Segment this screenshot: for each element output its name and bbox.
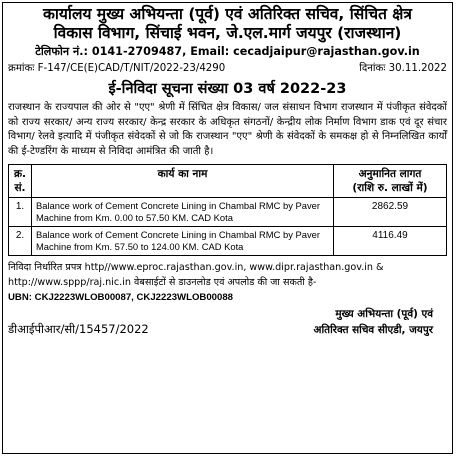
reference-number: क्रमांकः F-147/CE(E)CAD/T/NIT/2022-23/4290 <box>8 63 226 74</box>
table-row <box>9 198 447 227</box>
signatory-line1: मुख्य अभियन्ता (पूर्व) एवं <box>335 307 433 320</box>
row-work-name: Balance work of Cement Concrete Lining in Chambal RMC by Paver Machine from Km. 0.00 to 57.50 KM. CAD Kota <box>32 198 334 227</box>
works-table <box>8 164 447 256</box>
contact-line: टेलिफोन नं.: 0141-2709487, Email: cecadjaipur@rajasthan.gov.in <box>35 45 420 58</box>
header-serial: क्र. सं. <box>9 165 32 198</box>
bottom-line <box>8 322 447 338</box>
header-work-name: कार्य का नाम <box>32 165 334 198</box>
row-work-name: Balance work of Cement Concrete Lining in Chambal RMC by Paver Machine from Km. 57.50 to 124.00 KM. CAD Kota <box>32 227 334 256</box>
office-name-line1: कार्यालय मुख्य अभियन्ता (पूर्व) एवं अतिरिक्त सचिव, सिंचित क्षेत्र <box>43 5 412 23</box>
header-cost-line2: (राशि रु. लाखों में) <box>352 182 428 195</box>
header-estimated-cost <box>334 165 447 198</box>
row-serial: 2. <box>9 227 32 256</box>
dipr-number: डीआईपीआर/सी/15457/2022 <box>8 321 149 336</box>
table-header-row <box>9 165 447 198</box>
table-row <box>9 227 447 256</box>
office-name-line2: विकास विभाग, सिंचाई भवन, जे.एल.मार्ग जयपुर (राजस्थान) <box>53 24 402 42</box>
reference-line <box>8 61 447 77</box>
row-serial: 1. <box>9 198 32 227</box>
signatory-line2: अतिरिक्त सचिव सीएडी, जयपुर <box>313 323 433 336</box>
tender-notice <box>2 2 453 454</box>
notice-title: ई-निविदा सूचना संख्या 03 वर्ष 2022-23 <box>108 81 347 97</box>
row-cost: 2862.59 <box>334 198 447 227</box>
download-info-line2: http://www.sppp/raj.nic.in वेबसाईटों से डाउनलोड एवं अपलोड की जा सकती है- <box>8 276 317 288</box>
header-cost-line1: अनुमानित लागत <box>358 168 422 181</box>
notice-body: राजस्थान के राज्यपाल की ओर से "एए" श्रेणी में सिंचित क्षेत्र विकास/ जल संसाधन विभाग राजस्थान में पंजीकृत संवेदकों को राज्य सरकार/ अन्य राज्य सरकार/ केन्द्र सरकार के अधिकृत संगठनों/ केन्द्रीय लोक निर्माण विभाग डाक एवं दूर संचार विभाग/ रेलवे इत्यादि में पंजीकृत संवेदकों से जो कि राजस्थान "एए" श्रेणी के संवेदकों के समकक्ष हो से निम्नलिखित कार्यों की ई-टेण्डरिंग के माध्यम से निविदा आमंत्रित की जाती है। <box>8 102 447 157</box>
reference-date: दिनांकः 30.11.2022 <box>359 63 447 74</box>
download-info-line1: निविदा निर्धारित प्रपत्र http//www.eproc.rajasthan.gov.in, www.dipr.rajasthan.gov.in & <box>8 262 384 274</box>
row-cost: 4116.49 <box>334 227 447 256</box>
ubn-numbers: UBN: CKJ2223WLOB00087, CKJ2223WLOB00088 <box>8 291 234 303</box>
